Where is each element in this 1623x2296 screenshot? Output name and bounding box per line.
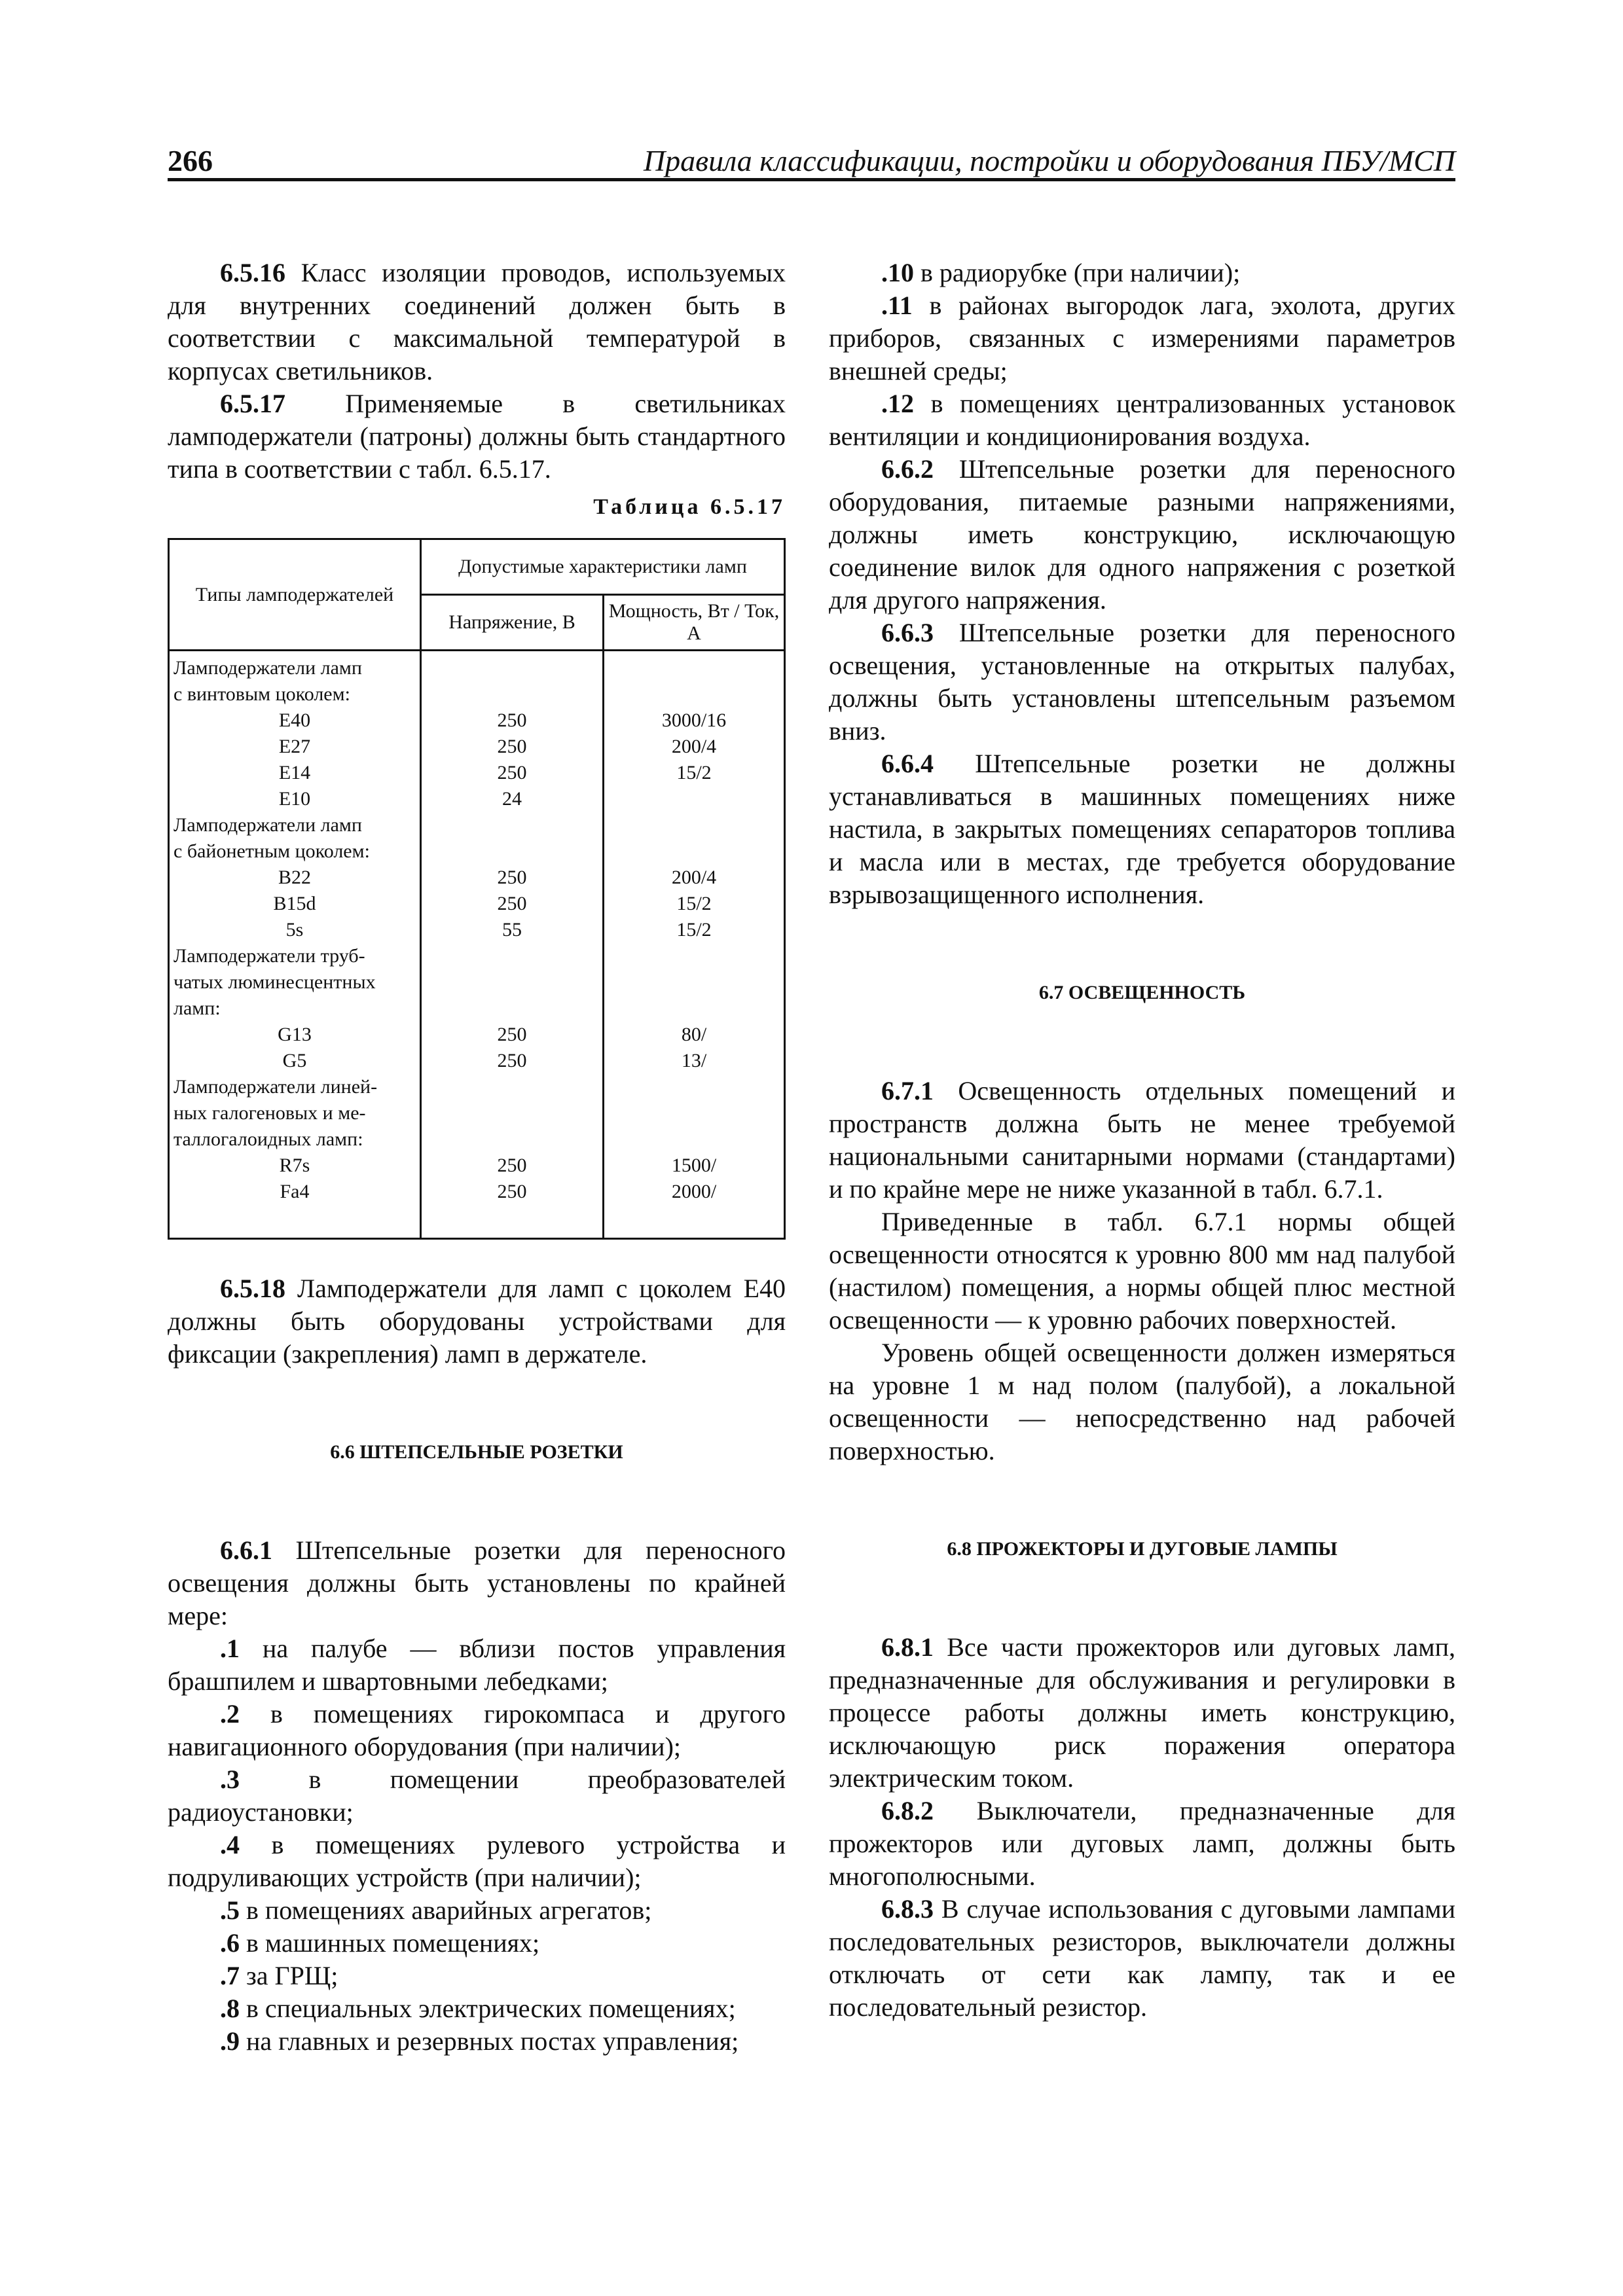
list-item-number: .11 bbox=[881, 291, 913, 320]
paragraph-6-5-18 bbox=[168, 1272, 786, 1371]
list-item-number: .2 bbox=[220, 1699, 240, 1729]
table-cell-voltage bbox=[426, 655, 598, 681]
paragraph-6-8-1 bbox=[829, 1631, 1455, 1795]
list-item-number: .6 bbox=[220, 1928, 240, 1958]
paragraph-text: Штепсельные розетки для переносного оборудования, питаемые разными напряжениями, должны иметь конструкцию, исключающую соединение вилок для одного напряжения с розеткой для другого напряжения. bbox=[829, 454, 1455, 615]
list-item bbox=[168, 1829, 786, 1894]
table-cell-power bbox=[608, 1100, 780, 1126]
section-heading-6-8: 6.8 ПРОЖЕКТОРЫ И ДУГОВЫЕ ЛАМПЫ bbox=[947, 1538, 1338, 1560]
table-header-types: Типы ламподержателей bbox=[169, 539, 421, 651]
table-cell-voltage: 250 bbox=[497, 1155, 527, 1176]
table-cell-power: 2000/ bbox=[671, 1181, 717, 1202]
table-cell-type: с байонетным цоколем: bbox=[173, 840, 370, 862]
table-cell-type: E40 bbox=[278, 709, 311, 731]
paragraph-text: Класс изоляции проводов, используемых для внутренних соединений должен быть в соответствии с максимальной температурой в корпусах светильников. bbox=[168, 258, 786, 386]
list-item bbox=[168, 1992, 786, 2025]
table-cell-power bbox=[608, 1074, 780, 1100]
table-cell-voltage: 250 bbox=[497, 1181, 527, 1202]
list-item-text: в помещениях гирокомпаса и другого навигационного оборудования (при наличии); bbox=[168, 1699, 786, 1761]
list-item bbox=[168, 1927, 786, 1960]
table-column-types bbox=[169, 651, 421, 1239]
table-cell-power: 200/4 bbox=[671, 736, 717, 757]
list-item bbox=[829, 257, 1455, 289]
table-cell-voltage bbox=[426, 996, 598, 1022]
table-cell-type: B15d bbox=[273, 893, 316, 914]
paragraph-text: Выключатели, предназначенные для прожекторов или дуговых ламп, должны быть многополюсными. bbox=[829, 1796, 1455, 1891]
list-item-number: .3 bbox=[220, 1765, 240, 1794]
list-item-number: .12 bbox=[881, 389, 914, 418]
table-cell-type: E27 bbox=[278, 736, 311, 757]
list-item-number: .5 bbox=[220, 1895, 240, 1925]
table-cell-power: 15/2 bbox=[676, 893, 712, 914]
paragraph-6-7-1 bbox=[829, 1075, 1455, 1206]
table-cell-power bbox=[608, 812, 780, 838]
list-item bbox=[168, 1894, 786, 1927]
table-cell-power: 3000/16 bbox=[661, 709, 727, 731]
clause-number: 6.8.2 bbox=[881, 1796, 934, 1825]
table-cell-voltage bbox=[426, 812, 598, 838]
list-item-text: в машинных помещениях; bbox=[246, 1928, 540, 1958]
table-cell-voltage: 24 bbox=[502, 788, 522, 810]
table-caption: Таблица 6.5.17 bbox=[593, 495, 786, 519]
list-item-text: в помещениях рулевого устройства и подруливающих устройств (при наличии); bbox=[168, 1830, 786, 1892]
table-cell-type: Ламподержатели ламп bbox=[173, 814, 362, 836]
table-cell-power bbox=[608, 655, 780, 681]
paragraph-text: Освещенность отдельных помещений и пространств должна быть не менее требуемой национальными санитарными нормами (стандартами) и по крайне мере не ниже указанной в табл. 6.7.1. bbox=[829, 1076, 1456, 1204]
paragraph-text: Штепсельные розетки для переносного освещения, установленные на открытых палубах, должны быть установлены штепсельным разъемом вниз. bbox=[829, 618, 1455, 745]
table-cell-type: Fa4 bbox=[280, 1181, 310, 1202]
clause-number: 6.6.1 bbox=[220, 1535, 272, 1565]
running-title: Правила классификации, постройки и оборудования ПБУ/МСП bbox=[643, 144, 1455, 177]
table-cell-power: 80/ bbox=[681, 1024, 707, 1045]
list-item-text: на главных и резервных постах управления; bbox=[246, 2026, 739, 2056]
section-heading-6-6: 6.6 ШТЕПСЕЛЬНЫЕ РОЗЕТКИ bbox=[330, 1441, 623, 1463]
list-item bbox=[168, 1960, 786, 1992]
table-cell-power: 15/2 bbox=[676, 919, 712, 941]
table-cell-power bbox=[608, 786, 780, 812]
paragraph-6-7-1-c: Уровень общей освещенности должен измеряться на уровне 1 м над полом (палубой), а локальной освещенности — непосредственно над рабочей поверхностью. bbox=[829, 1338, 1455, 1465]
list-6-6-1-continued bbox=[829, 257, 1455, 453]
table-cell-power bbox=[608, 838, 780, 865]
paragraph-text: Применяемые в светильниках ламподержатели (патроны) должны быть стандартного типа в соответствии с табл. 6.5.17. bbox=[168, 389, 786, 484]
table-cell-type: таллогалоидных ламп: bbox=[173, 1128, 363, 1150]
table-cell-voltage bbox=[426, 1074, 598, 1100]
paragraph-6-6-3 bbox=[829, 617, 1455, 747]
list-item-text: в помещениях аварийных агрегатов; bbox=[246, 1895, 652, 1925]
list-item-text: в специальных электрических помещениях; bbox=[246, 1994, 736, 2023]
table-cell-type: чатых люминесцентных bbox=[173, 971, 376, 993]
list-item-text: в помещениях централизованных установок вентиляции и кондиционирования воздуха. bbox=[829, 389, 1456, 451]
paragraph-text: Штепсельные розетки не должны устанавливаться в машинных помещениях ниже настила, в закрытых помещениях сепараторов топлива и масла или в местах, где требуется оборудование взрывозащищенного исполнения. bbox=[829, 749, 1456, 909]
lampholder-table bbox=[168, 538, 786, 1240]
clause-number: 6.8.3 bbox=[881, 1894, 934, 1924]
table-cell-voltage bbox=[426, 969, 598, 996]
clause-number: 6.6.3 bbox=[881, 618, 934, 647]
list-item bbox=[829, 387, 1455, 453]
table-cell-voltage bbox=[426, 943, 598, 969]
table-cell-voltage bbox=[426, 1126, 598, 1153]
table-cell-power bbox=[608, 1126, 780, 1153]
clause-number: 6.5.18 bbox=[220, 1274, 285, 1303]
table-cell-voltage bbox=[426, 1100, 598, 1126]
paragraph-6-5-16 bbox=[168, 257, 786, 387]
clause-number: 6.5.17 bbox=[220, 389, 285, 418]
list-item bbox=[168, 1698, 786, 1763]
clause-number: 6.6.4 bbox=[881, 749, 934, 778]
paragraph-6-6-4 bbox=[829, 747, 1455, 911]
table-cell-type: Ламподержатели ламп bbox=[173, 657, 362, 679]
paragraph-text: Все части прожекторов или дуговых ламп, предназначенные для обслуживания и регулировки в процессе работы должны иметь конструкцию, исключающую риск поражения оператора электрическим током. bbox=[829, 1632, 1456, 1793]
paragraph-text: Штепсельные розетки для переносного освещения должны быть установлены по крайней мере: bbox=[168, 1535, 786, 1630]
table-cell-voltage: 250 bbox=[497, 736, 527, 757]
table-cell-power bbox=[608, 681, 780, 708]
table-cell-power: 200/4 bbox=[671, 867, 717, 888]
table-cell-voltage: 250 bbox=[497, 893, 527, 914]
table-cell-type: Ламподержатели труб- bbox=[173, 945, 365, 967]
clause-number: 6.8.1 bbox=[881, 1632, 934, 1662]
list-item bbox=[829, 289, 1455, 387]
section-heading-6-7: 6.7 ОСВЕЩЕННОСТЬ bbox=[1038, 982, 1246, 1003]
list-item-text: в помещении преобразователей радиоустановки; bbox=[168, 1765, 786, 1827]
table-cell-voltage bbox=[426, 681, 598, 708]
table-cell-power: 15/2 bbox=[676, 762, 712, 783]
paragraph-6-8-2 bbox=[829, 1795, 1455, 1893]
table-cell-type: E14 bbox=[278, 762, 311, 783]
left-column bbox=[168, 257, 786, 2058]
table-cell-type: R7s bbox=[279, 1155, 310, 1176]
table-cell-power bbox=[608, 969, 780, 996]
paragraph-text: В случае использования с дуговыми лампами последовательных резисторов, выключатели должны отключать от сети как лампу, так и ее последовательный резистор. bbox=[829, 1894, 1455, 2022]
header-rule bbox=[168, 178, 1455, 181]
table-cell-power bbox=[608, 996, 780, 1022]
table-cell-voltage bbox=[426, 838, 598, 865]
list-item-number: .7 bbox=[220, 1961, 240, 1990]
table-cell-type: G13 bbox=[278, 1024, 312, 1045]
table-header-group: Допустимые характеристики ламп bbox=[421, 539, 785, 595]
table-cell-type: с винтовым цоколем: bbox=[173, 683, 350, 705]
paragraph-6-7-1-b: Приведенные в табл. 6.7.1 нормы общей освещенности относятся к уровню 800 мм над палубой (настилом) помещения, а нормы общей плюс местной освещенности — к уровню рабочих поверхностей. bbox=[829, 1207, 1455, 1335]
list-item bbox=[168, 1632, 786, 1698]
list-item-text: в радиорубке (при наличии); bbox=[921, 258, 1241, 287]
table-cell-type: Ламподержатели линей- bbox=[173, 1076, 378, 1098]
paragraph-6-8-3 bbox=[829, 1893, 1455, 2024]
list-item-number: .8 bbox=[220, 1994, 240, 2023]
table-cell-type: 5s bbox=[285, 919, 304, 941]
table-cell-power: 1500/ bbox=[671, 1155, 717, 1176]
right-column bbox=[829, 257, 1455, 2024]
paragraph-6-5-17 bbox=[168, 387, 786, 486]
paragraph-6-6-2 bbox=[829, 453, 1455, 617]
table-header-voltage: Напряжение, В bbox=[421, 595, 604, 651]
paragraph-6-6-1 bbox=[168, 1534, 786, 1632]
table-cell-power bbox=[608, 943, 780, 969]
list-item-text: на палубе — вблизи постов управления брашпилем и швартовными лебедками; bbox=[168, 1634, 786, 1696]
table-cell-type: ламп: bbox=[173, 997, 221, 1019]
list-item-number: .4 bbox=[220, 1830, 240, 1859]
table-cell-type: ных галогеновых и ме- bbox=[173, 1102, 366, 1124]
table-cell-voltage: 250 bbox=[497, 762, 527, 783]
clause-number: 6.6.2 bbox=[881, 454, 934, 484]
paragraph-text: Ламподержатели для ламп с цоколем Е40 должны быть оборудованы устройствами для фиксации (закрепления) ламп в держателе. bbox=[168, 1274, 786, 1369]
list-6-6-1 bbox=[168, 1632, 786, 2058]
clause-number: 6.5.16 bbox=[220, 258, 285, 287]
table-column-power bbox=[604, 651, 785, 1239]
table-cell-type: G5 bbox=[282, 1050, 307, 1071]
list-item bbox=[168, 1763, 786, 1829]
table-cell-voltage: 250 bbox=[497, 709, 527, 731]
table-cell-voltage: 250 bbox=[497, 867, 527, 888]
table-cell-type: B22 bbox=[278, 867, 311, 888]
list-item-number: .9 bbox=[220, 2026, 240, 2056]
clause-number: 6.7.1 bbox=[881, 1076, 934, 1105]
table-cell-voltage: 250 bbox=[497, 1024, 527, 1045]
list-item-text: в районах выгородок лага, эхолота, других приборов, связанных с измерениями параметров внешней среды; bbox=[829, 291, 1456, 386]
table-header-power: Мощность, Вт / Ток, А bbox=[604, 595, 785, 651]
table-cell-power: 13/ bbox=[681, 1050, 707, 1071]
list-item bbox=[168, 2025, 786, 2058]
table-cell-voltage: 55 bbox=[502, 919, 522, 941]
list-item-text: за ГРЩ; bbox=[246, 1961, 338, 1990]
table-cell-voltage: 250 bbox=[497, 1050, 527, 1071]
page-number: 266 bbox=[168, 144, 213, 177]
table-column-voltage bbox=[421, 651, 604, 1239]
list-item-number: .10 bbox=[881, 258, 914, 287]
list-item-number: .1 bbox=[220, 1634, 240, 1663]
table-cell-type: E10 bbox=[278, 788, 311, 810]
